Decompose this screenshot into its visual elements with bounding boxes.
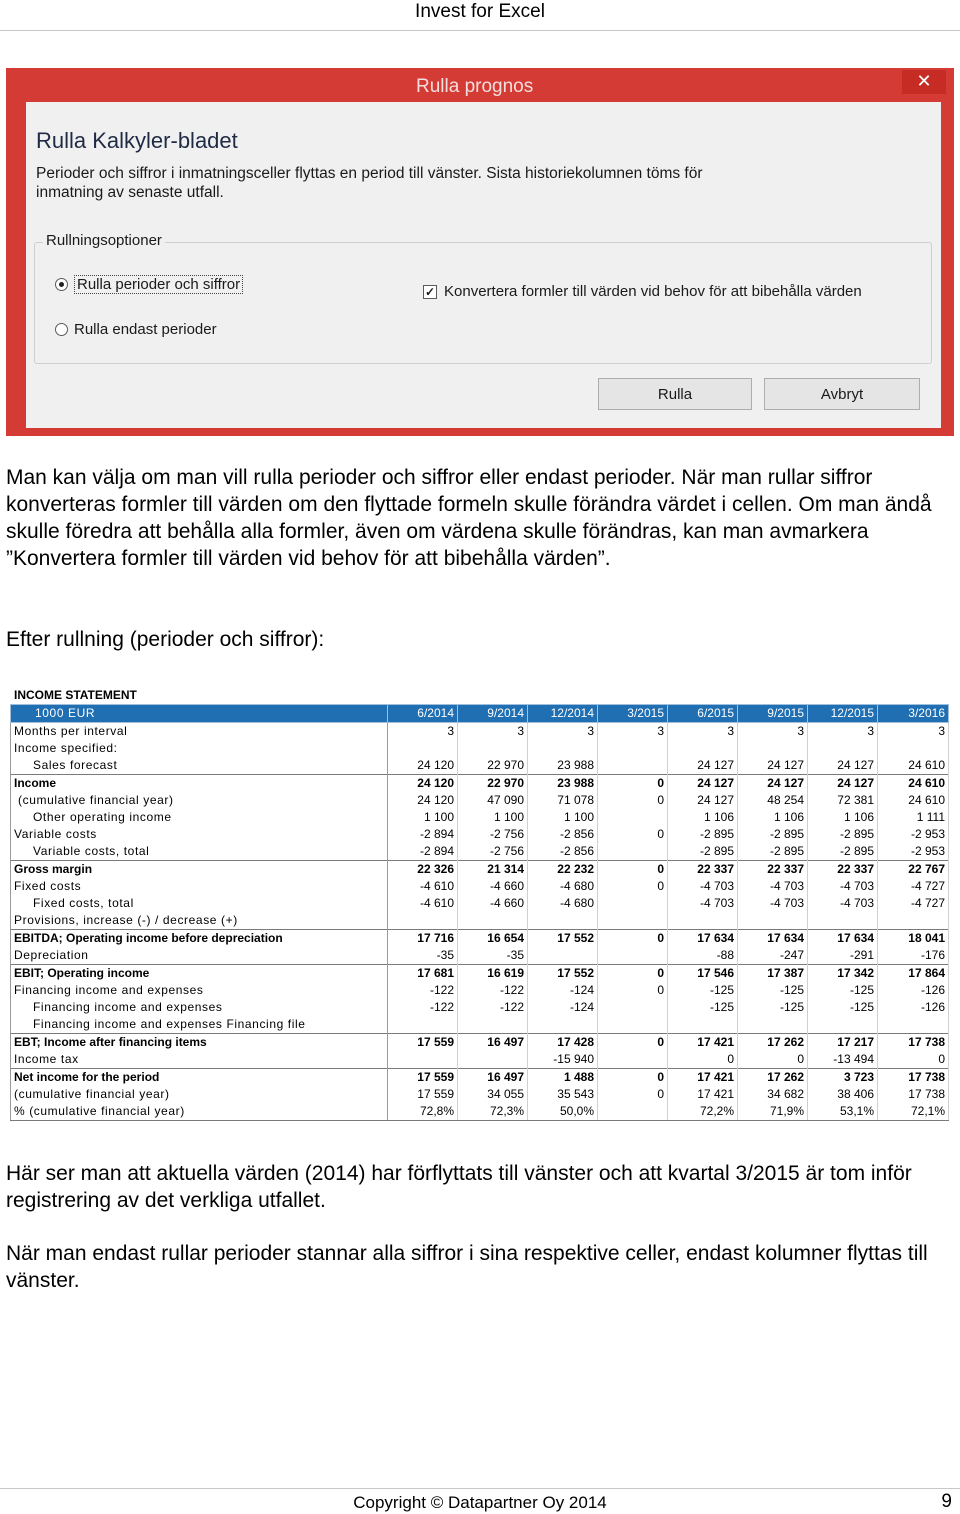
value-cell: -125 <box>668 982 738 999</box>
value-cell: -125 <box>668 999 738 1016</box>
dialog-title: Rulla prognos <box>416 76 534 97</box>
row-label: EBIT; Operating income <box>11 965 388 983</box>
checkmark-icon[interactable]: ✓ <box>424 284 436 299</box>
checkbox-label: Konvertera formler till värden vid behov för att bibehålla värden <box>444 283 862 300</box>
value-cell: 0 <box>598 861 668 879</box>
value-cell: -13 494 <box>808 1051 878 1069</box>
value-cell <box>458 912 528 930</box>
value-cell: 47 090 <box>458 792 528 809</box>
unit-label: 1000 EUR <box>11 705 388 723</box>
value-cell: 22 232 <box>528 861 598 879</box>
value-cell: -125 <box>808 982 878 999</box>
paragraph-after-roll: Efter rullning (perioder och siffror): <box>6 628 325 651</box>
income-statement-sheet <box>10 686 950 1121</box>
table-row <box>11 965 949 983</box>
value-cell: 0 <box>598 1034 668 1052</box>
value-cell: 18 041 <box>878 930 949 948</box>
value-cell <box>458 1016 528 1034</box>
value-cell <box>738 1016 808 1034</box>
value-cell: -125 <box>738 999 808 1016</box>
dialog-heading: Rulla Kalkyler-bladet <box>36 128 238 153</box>
value-cell <box>878 1016 949 1034</box>
value-cell: -2 895 <box>668 826 738 843</box>
value-cell: 3 <box>528 723 598 741</box>
value-cell <box>528 947 598 965</box>
value-cell: -126 <box>878 982 949 999</box>
value-cell <box>388 1016 458 1034</box>
value-cell: 21 314 <box>458 861 528 879</box>
row-label: Income <box>11 775 388 793</box>
table-row <box>11 740 949 757</box>
row-label: EBITDA; Operating income before depreciation <box>11 930 388 948</box>
value-cell <box>528 912 598 930</box>
radio-roll-periods-and-figures[interactable] <box>55 275 243 294</box>
radio-unselected-icon[interactable] <box>55 323 68 336</box>
value-cell: 0 <box>878 1051 949 1069</box>
value-cell: 17 421 <box>668 1034 738 1052</box>
value-cell: 0 <box>598 1069 668 1087</box>
value-cell: 17 738 <box>878 1086 949 1103</box>
value-cell: -4 703 <box>668 895 738 912</box>
page-header <box>0 0 960 31</box>
value-cell: 17 342 <box>808 965 878 983</box>
value-cell <box>668 1016 738 1034</box>
value-cell: -88 <box>668 947 738 965</box>
value-cell: 0 <box>598 775 668 793</box>
value-cell: 38 406 <box>808 1086 878 1103</box>
value-cell: 22 767 <box>878 861 949 879</box>
value-cell: -122 <box>458 982 528 999</box>
value-cell: 17 387 <box>738 965 808 983</box>
value-cell <box>458 1051 528 1069</box>
value-cell: 17 634 <box>808 930 878 948</box>
value-cell: 16 619 <box>458 965 528 983</box>
footer-divider <box>0 1488 960 1489</box>
table-row <box>11 861 949 879</box>
value-cell: -2 895 <box>738 826 808 843</box>
value-cell: -2 856 <box>528 843 598 861</box>
value-cell: 24 610 <box>878 757 949 775</box>
value-cell: -2 953 <box>878 843 949 861</box>
value-cell: 16 497 <box>458 1034 528 1052</box>
value-cell: 22 970 <box>458 757 528 775</box>
value-cell <box>808 1016 878 1034</box>
value-cell: 71 078 <box>528 792 598 809</box>
value-cell: 0 <box>598 1086 668 1103</box>
value-cell: 24 120 <box>388 757 458 775</box>
value-cell: 23 988 <box>528 775 598 793</box>
page-number: 9 <box>941 1491 952 1512</box>
value-cell: 22 337 <box>808 861 878 879</box>
value-cell: -2 856 <box>528 826 598 843</box>
value-cell: 0 <box>598 965 668 983</box>
value-cell: 53,1% <box>808 1103 878 1121</box>
value-cell <box>598 1016 668 1034</box>
value-cell: 3 723 <box>808 1069 878 1087</box>
value-cell: 34 682 <box>738 1086 808 1103</box>
value-cell: -35 <box>458 947 528 965</box>
row-label: Income tax <box>11 1051 388 1069</box>
value-cell: -2 894 <box>388 843 458 861</box>
value-cell: 17 262 <box>738 1034 808 1052</box>
value-cell: -2 895 <box>668 843 738 861</box>
value-cell: -4 703 <box>738 878 808 895</box>
footer-copyright: Copyright © Datapartner Oy 2014 <box>353 1493 607 1512</box>
value-cell: -2 756 <box>458 843 528 861</box>
table-row <box>11 982 949 999</box>
value-cell: -247 <box>738 947 808 965</box>
row-label: (cumulative financial year) <box>11 792 388 809</box>
value-cell <box>528 740 598 757</box>
rulla-prognos-dialog <box>6 68 954 436</box>
table-row <box>11 757 949 775</box>
value-cell <box>598 809 668 826</box>
value-cell: 17 559 <box>388 1069 458 1087</box>
value-cell: 3 <box>458 723 528 741</box>
period-header: 9/2015 <box>738 705 808 723</box>
table-row <box>11 775 949 793</box>
table-row <box>11 1103 949 1121</box>
period-header: 3/2015 <box>598 705 668 723</box>
value-cell: -124 <box>528 982 598 999</box>
dialog-body <box>26 102 941 428</box>
value-cell: -4 703 <box>808 878 878 895</box>
value-cell: 17 546 <box>668 965 738 983</box>
value-cell <box>738 912 808 930</box>
radio-roll-periods-only[interactable] <box>55 321 217 338</box>
radio-label: Rulla perioder och siffror <box>74 275 243 294</box>
value-cell: -2 895 <box>808 843 878 861</box>
value-cell: -122 <box>388 982 458 999</box>
row-label: % (cumulative financial year) <box>11 1103 388 1121</box>
value-cell: 1 100 <box>458 809 528 826</box>
value-cell: 0 <box>598 982 668 999</box>
value-cell <box>808 912 878 930</box>
row-label: Fixed costs <box>11 878 388 895</box>
roll-button[interactable]: Rulla <box>598 378 752 410</box>
value-cell: 72,1% <box>878 1103 949 1121</box>
row-label: Variable costs <box>11 826 388 843</box>
table-row <box>11 1086 949 1103</box>
table-title: INCOME STATEMENT <box>14 688 137 702</box>
row-label: Financing income and expenses Financing file <box>11 1016 388 1034</box>
value-cell: 16 654 <box>458 930 528 948</box>
row-label: Depreciation <box>11 947 388 965</box>
row-label: Fixed costs, total <box>11 895 388 912</box>
value-cell: 17 552 <box>528 965 598 983</box>
radio-selected-icon[interactable] <box>55 278 68 291</box>
value-cell: 3 <box>388 723 458 741</box>
value-cell <box>388 740 458 757</box>
table-row <box>11 809 949 826</box>
cancel-button[interactable]: Avbryt <box>764 378 920 410</box>
period-header: 3/2016 <box>878 705 949 723</box>
period-header: 6/2015 <box>668 705 738 723</box>
value-cell: 17 716 <box>388 930 458 948</box>
value-cell: 24 610 <box>878 792 949 809</box>
period-header: 12/2014 <box>528 705 598 723</box>
value-cell <box>878 912 949 930</box>
value-cell: 24 127 <box>668 775 738 793</box>
value-cell <box>458 740 528 757</box>
value-cell: 1 106 <box>808 809 878 826</box>
value-cell: 72,8% <box>388 1103 458 1121</box>
value-cell <box>598 912 668 930</box>
value-cell: 22 970 <box>458 775 528 793</box>
table-row <box>11 792 949 809</box>
row-label: Provisions, increase (-) / decrease (+) <box>11 912 388 930</box>
value-cell: 3 <box>598 723 668 741</box>
value-cell: -126 <box>878 999 949 1016</box>
radio-label: Rulla endast perioder <box>74 321 217 338</box>
value-cell <box>598 757 668 775</box>
row-label: EBT; Income after financing items <box>11 1034 388 1052</box>
value-cell: -2 953 <box>878 826 949 843</box>
value-cell: -4 727 <box>878 895 949 912</box>
value-cell: 3 <box>878 723 949 741</box>
row-label: Financing income and expenses <box>11 999 388 1016</box>
value-cell: 17 738 <box>878 1034 949 1052</box>
value-cell <box>598 740 668 757</box>
value-cell <box>598 1103 668 1121</box>
row-label: Months per interval <box>11 723 388 741</box>
value-cell <box>878 740 949 757</box>
document-title: Invest for Excel <box>415 1 545 22</box>
value-cell: 24 127 <box>668 757 738 775</box>
value-cell: 17 559 <box>388 1086 458 1103</box>
value-cell: 1 100 <box>528 809 598 826</box>
value-cell: -122 <box>458 999 528 1016</box>
table-row <box>11 1051 949 1069</box>
value-cell: -15 940 <box>528 1051 598 1069</box>
value-cell: 22 337 <box>668 861 738 879</box>
value-cell <box>528 1016 598 1034</box>
value-cell: 24 127 <box>808 757 878 775</box>
value-cell: 0 <box>668 1051 738 1069</box>
value-cell: 48 254 <box>738 792 808 809</box>
table-row <box>11 930 949 948</box>
value-cell: -4 680 <box>528 895 598 912</box>
row-label: Gross margin <box>11 861 388 879</box>
value-cell: 3 <box>808 723 878 741</box>
value-cell <box>668 740 738 757</box>
value-cell: 22 337 <box>738 861 808 879</box>
value-cell: 1 106 <box>738 809 808 826</box>
value-cell: 16 497 <box>458 1069 528 1087</box>
value-cell: -291 <box>808 947 878 965</box>
value-cell: -2 756 <box>458 826 528 843</box>
value-cell: 1 111 <box>878 809 949 826</box>
row-label: Financing income and expenses <box>11 982 388 999</box>
table-row <box>11 723 949 741</box>
value-cell <box>388 912 458 930</box>
value-cell: 72,2% <box>668 1103 738 1121</box>
value-cell: 24 127 <box>738 757 808 775</box>
value-cell: 17 428 <box>528 1034 598 1052</box>
period-header: 6/2014 <box>388 705 458 723</box>
dialog-description: Perioder och siffror i inmatningsceller flyttas en period till vänster. Sista historiekolumnen töms för inmatning av senaste utfall. <box>36 165 703 201</box>
value-cell: 17 421 <box>668 1069 738 1087</box>
value-cell: -4 610 <box>388 895 458 912</box>
value-cell: -4 610 <box>388 878 458 895</box>
value-cell: 24 120 <box>388 792 458 809</box>
income-statement-table <box>10 704 949 1121</box>
row-label: Income specified: <box>11 740 388 757</box>
value-cell: -2 895 <box>738 843 808 861</box>
value-cell <box>598 947 668 965</box>
value-cell: 17 217 <box>808 1034 878 1052</box>
value-cell: 35 543 <box>528 1086 598 1103</box>
table-row <box>11 999 949 1016</box>
paragraph-roll-periods-only: När man endast rullar perioder stannar alla siffror i sina respektive celler, endast kolumner flyttas till vänster. <box>6 1242 928 1292</box>
value-cell: 17 634 <box>738 930 808 948</box>
value-cell: 24 610 <box>878 775 949 793</box>
value-cell: -124 <box>528 999 598 1016</box>
value-cell: -4 703 <box>738 895 808 912</box>
value-cell: -4 703 <box>808 895 878 912</box>
value-cell: 17 634 <box>668 930 738 948</box>
table-row <box>11 1069 949 1087</box>
value-cell: 1 488 <box>528 1069 598 1087</box>
value-cell <box>598 843 668 861</box>
value-cell: -35 <box>388 947 458 965</box>
value-cell: 17 552 <box>528 930 598 948</box>
value-cell: -4 660 <box>458 878 528 895</box>
row-label: Variable costs, total <box>11 843 388 861</box>
value-cell: 0 <box>598 878 668 895</box>
table-row <box>11 1034 949 1052</box>
table-row <box>11 1016 949 1034</box>
value-cell: 50,0% <box>528 1103 598 1121</box>
value-cell: 17 864 <box>878 965 949 983</box>
table-row <box>11 912 949 930</box>
table-header-row <box>11 705 949 723</box>
convert-formulas-checkbox[interactable] <box>423 283 862 300</box>
value-cell: -125 <box>738 982 808 999</box>
value-cell: -122 <box>388 999 458 1016</box>
value-cell <box>668 912 738 930</box>
value-cell: 17 262 <box>738 1069 808 1087</box>
row-label: Net income for the period <box>11 1069 388 1087</box>
table-row <box>11 878 949 895</box>
close-icon[interactable]: ✕ <box>902 70 946 94</box>
period-header: 9/2014 <box>458 705 528 723</box>
value-cell: 24 127 <box>808 775 878 793</box>
paragraph-roll-options: Man kan välja om man vill rulla perioder och siffror eller endast perioder. När man rullar siffror konverteras formler till värden om den flyttade formeln skulle förändra värdet i cellen. Om man ändå skulle föredra att behålla alla formler, även om värdena skulle förändras, kan man avmarkera ”Konvertera formler till värden vid behov för att bibehålla värden”. <box>6 466 932 570</box>
value-cell: 17 421 <box>668 1086 738 1103</box>
value-cell: 1 100 <box>388 809 458 826</box>
value-cell: 23 988 <box>528 757 598 775</box>
value-cell: 24 120 <box>388 775 458 793</box>
value-cell: 17 738 <box>878 1069 949 1087</box>
period-header: 12/2015 <box>808 705 878 723</box>
row-label: Other operating income <box>11 809 388 826</box>
value-cell: 17 681 <box>388 965 458 983</box>
row-label: Sales forecast <box>11 757 388 775</box>
value-cell: 0 <box>598 930 668 948</box>
paragraph-current-values: Här ser man att aktuella värden (2014) har förflyttats till vänster och att kvartal 3/2015 är tom inför registrering av det verkliga utfallet. <box>6 1162 912 1212</box>
value-cell: 22 326 <box>388 861 458 879</box>
value-cell: -4 660 <box>458 895 528 912</box>
value-cell: 34 055 <box>458 1086 528 1103</box>
value-cell: 72 381 <box>808 792 878 809</box>
value-cell: 72,3% <box>458 1103 528 1121</box>
table-row <box>11 895 949 912</box>
value-cell: 24 127 <box>668 792 738 809</box>
value-cell: 24 127 <box>738 775 808 793</box>
value-cell <box>808 740 878 757</box>
value-cell <box>598 895 668 912</box>
table-row <box>11 947 949 965</box>
value-cell: -4 727 <box>878 878 949 895</box>
value-cell: 71,9% <box>738 1103 808 1121</box>
value-cell: 1 106 <box>668 809 738 826</box>
group-label: Rullningsoptioner <box>43 232 165 249</box>
value-cell: -4 680 <box>528 878 598 895</box>
row-label: (cumulative financial year) <box>11 1086 388 1103</box>
roll-options-group <box>34 232 932 364</box>
value-cell: 17 559 <box>388 1034 458 1052</box>
value-cell: 3 <box>738 723 808 741</box>
value-cell: -176 <box>878 947 949 965</box>
table-row <box>11 843 949 861</box>
value-cell: -2 894 <box>388 826 458 843</box>
value-cell: 0 <box>598 826 668 843</box>
value-cell: 0 <box>598 792 668 809</box>
value-cell <box>598 999 668 1016</box>
value-cell: -125 <box>808 999 878 1016</box>
value-cell <box>738 740 808 757</box>
value-cell <box>598 1051 668 1069</box>
table-row <box>11 826 949 843</box>
value-cell <box>388 1051 458 1069</box>
value-cell: -2 895 <box>808 826 878 843</box>
value-cell: -4 703 <box>668 878 738 895</box>
value-cell: 3 <box>668 723 738 741</box>
value-cell: 0 <box>738 1051 808 1069</box>
